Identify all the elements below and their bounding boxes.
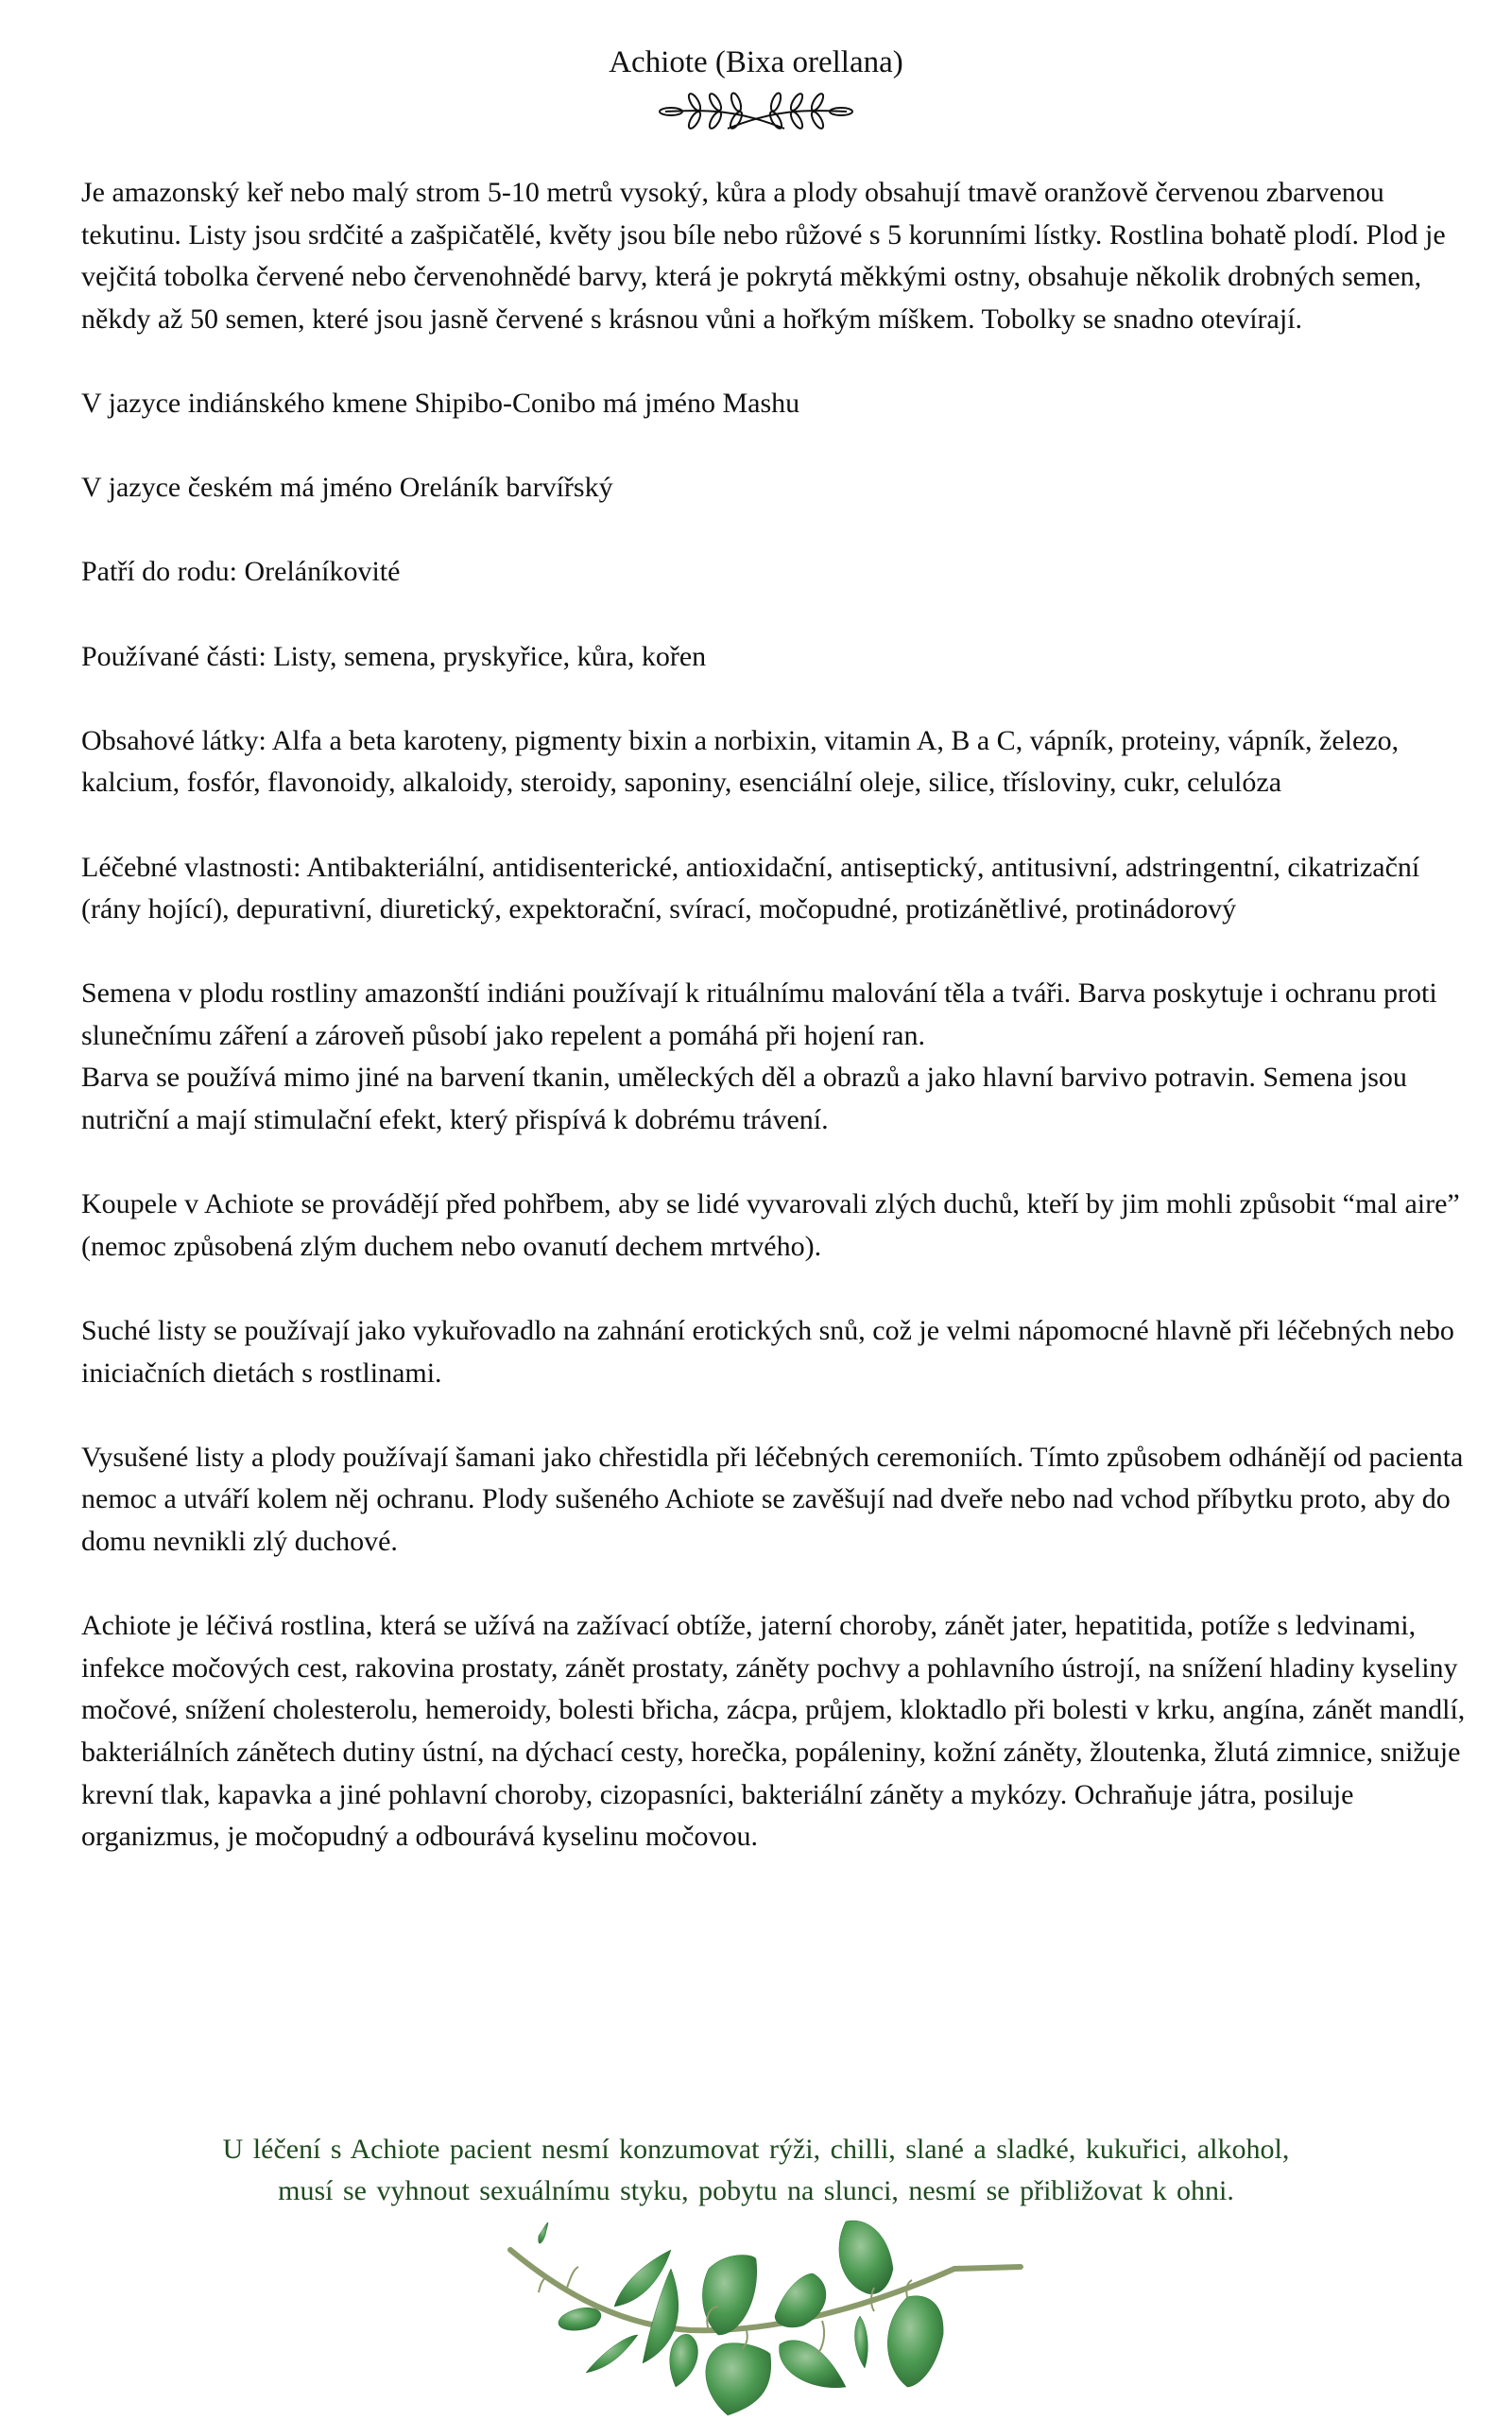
paragraph-description: Je amazonský keř nebo malý strom 5-10 metrů vysoký, kůra a plody obsahují tmavě oranžově červenou zbarvenou tekutinu. Listy jsou srdčité a zašpičatělé, květy jsou bíle nebo růžové s 5 korunními lístky. Rostlina bohatě plodí. Plod je vejčitá tobolka červené nebo červenohnědé barvy, která je pokrytá měkkými ostny, obsahuje několik drobných semen, někdy až 50 semen, které jsou jasně červené s krásnou vůni a hořkým míškem. Tobolky se snadno otevírají. xyxy=(81,177,1446,335)
paragraph-medicinal: Achiote je léčivá rostlina, která se užívá na zažívací obtíže, jaterní choroby, zánět jater, hepatitida, potíže s ledvinami, infekce močových cest, rakovina prostaty, zánět prostaty, záněty pochvy a pohlavního ústrojí, na snížení hladiny kyseliny močové, snížení cholesterolu, hemeroidy, bolesti břicha, zácpa, průjem, kloktadlo při bolesti v krku, angína, zánět mandlí, bakteriálních zánětech dutiny ústní, na dýchací cesty, horečka, popáleniny, kožní záněty, žloutenka, žlutá zimnice, snižuje krevní tlak, kapavka a jiné pohlavní choroby, cizopasníci, bakteriální záněty a mykózy. Ochraňuje játra, posiluje organizmus, je močopudný a odbourává kyselinu močovou. xyxy=(81,1610,1466,1853)
paragraph-ritual-use: Semena v plodu rostliny amazonští indiáni používají k rituálnímu malování těla a tváři. Barva poskytuje i ochranu proti slunečnímu záření a zároveň působí jako repelent a pomáhá při hojení ran. xyxy=(81,977,1437,1051)
diet-warning-note xyxy=(57,2129,1455,2212)
leafy-vine-icon xyxy=(491,2212,1040,2420)
article-body xyxy=(81,172,1470,1900)
paragraph-substances: Obsahové látky: Alfa a beta karoteny, pigmenty bixin a norbixin, vitamin A, B a C, vápník, proteiny, vápník, železo, kalcium, fosfór, flavonoidy, alkaloidy, steroidy, saponiny, esenciální oleje, silice, třísloviny, cukr, celulóza xyxy=(81,724,1400,799)
paragraph-healing-properties: Léčebné vlastnosti: Antibakteriální, antidisenterické, antioxidační, antiseptický, antitusivní, adstringentní, cikatrizační (rány hojící), depurativní, diuretický, expektorační, svírací, močopudné, protizánětlivé, protinádorový xyxy=(81,851,1420,925)
paragraph-shipibo-name: V jazyce indiánského kmene Shipibo-Conibo má jméno Mashu xyxy=(81,387,800,419)
diet-note-line-2: musí se vyhnout sexuálnímu styku, pobytu na slunci, nesmí se přibližovat k ohni. xyxy=(278,2175,1234,2206)
paragraph-dye-use: Barva se používá mimo jiné na barvení tkanin, uměleckých děl a obrazů a jako hlavní barvivo potravin. Semena jsou nutriční a mají stimulační efekt, který přispívá k dobrému trávení. xyxy=(81,1062,1407,1136)
paragraph-shamans: Vysušené listy a plody používají šamani jako chřestidla při léčebných ceremoniích. Tímto způsobem odhánějí od pacienta nemoc a utváří kolem něj ochranu. Plody sušeného Achiote se zavěšují nad dveře nebo nad vchod příbytku proto, aby do domu nevnikli zlý duchové. xyxy=(81,1441,1464,1557)
laurel-branch-icon xyxy=(652,91,860,132)
paragraph-czech-name: V jazyce českém má jméno Oreláník barvířský xyxy=(81,472,613,504)
paragraph-genus: Patří do rodu: Oreláníkovité xyxy=(81,556,401,588)
page-title: Achiote (Bixa orellana) xyxy=(609,45,903,79)
paragraph-baths: Koupele v Achiote se provádějí před pohřbem, aby se lidé vyvarovali zlých duchů, kteří by jim mohli způsobit “mal aire” (nemoc způsobená zlým duchem nebo ovanutí dechem mrtvého). xyxy=(81,1188,1460,1262)
diet-note-line-1: U léčení s Achiote pacient nesmí konzumovat rýži, chilli, slané a sladké, kukuřici, alkohol, xyxy=(222,2134,1290,2165)
paragraph-dry-leaves: Suché listy se používají jako vykuřovadlo na zahnání erotických snů, což je velmi nápomocné hlavně při léčebných nebo iniciačních dietách s rostlinami. xyxy=(81,1315,1454,1389)
paragraph-used-parts: Používané části: Listy, semena, pryskyřice, kůra, kořen xyxy=(81,640,707,672)
